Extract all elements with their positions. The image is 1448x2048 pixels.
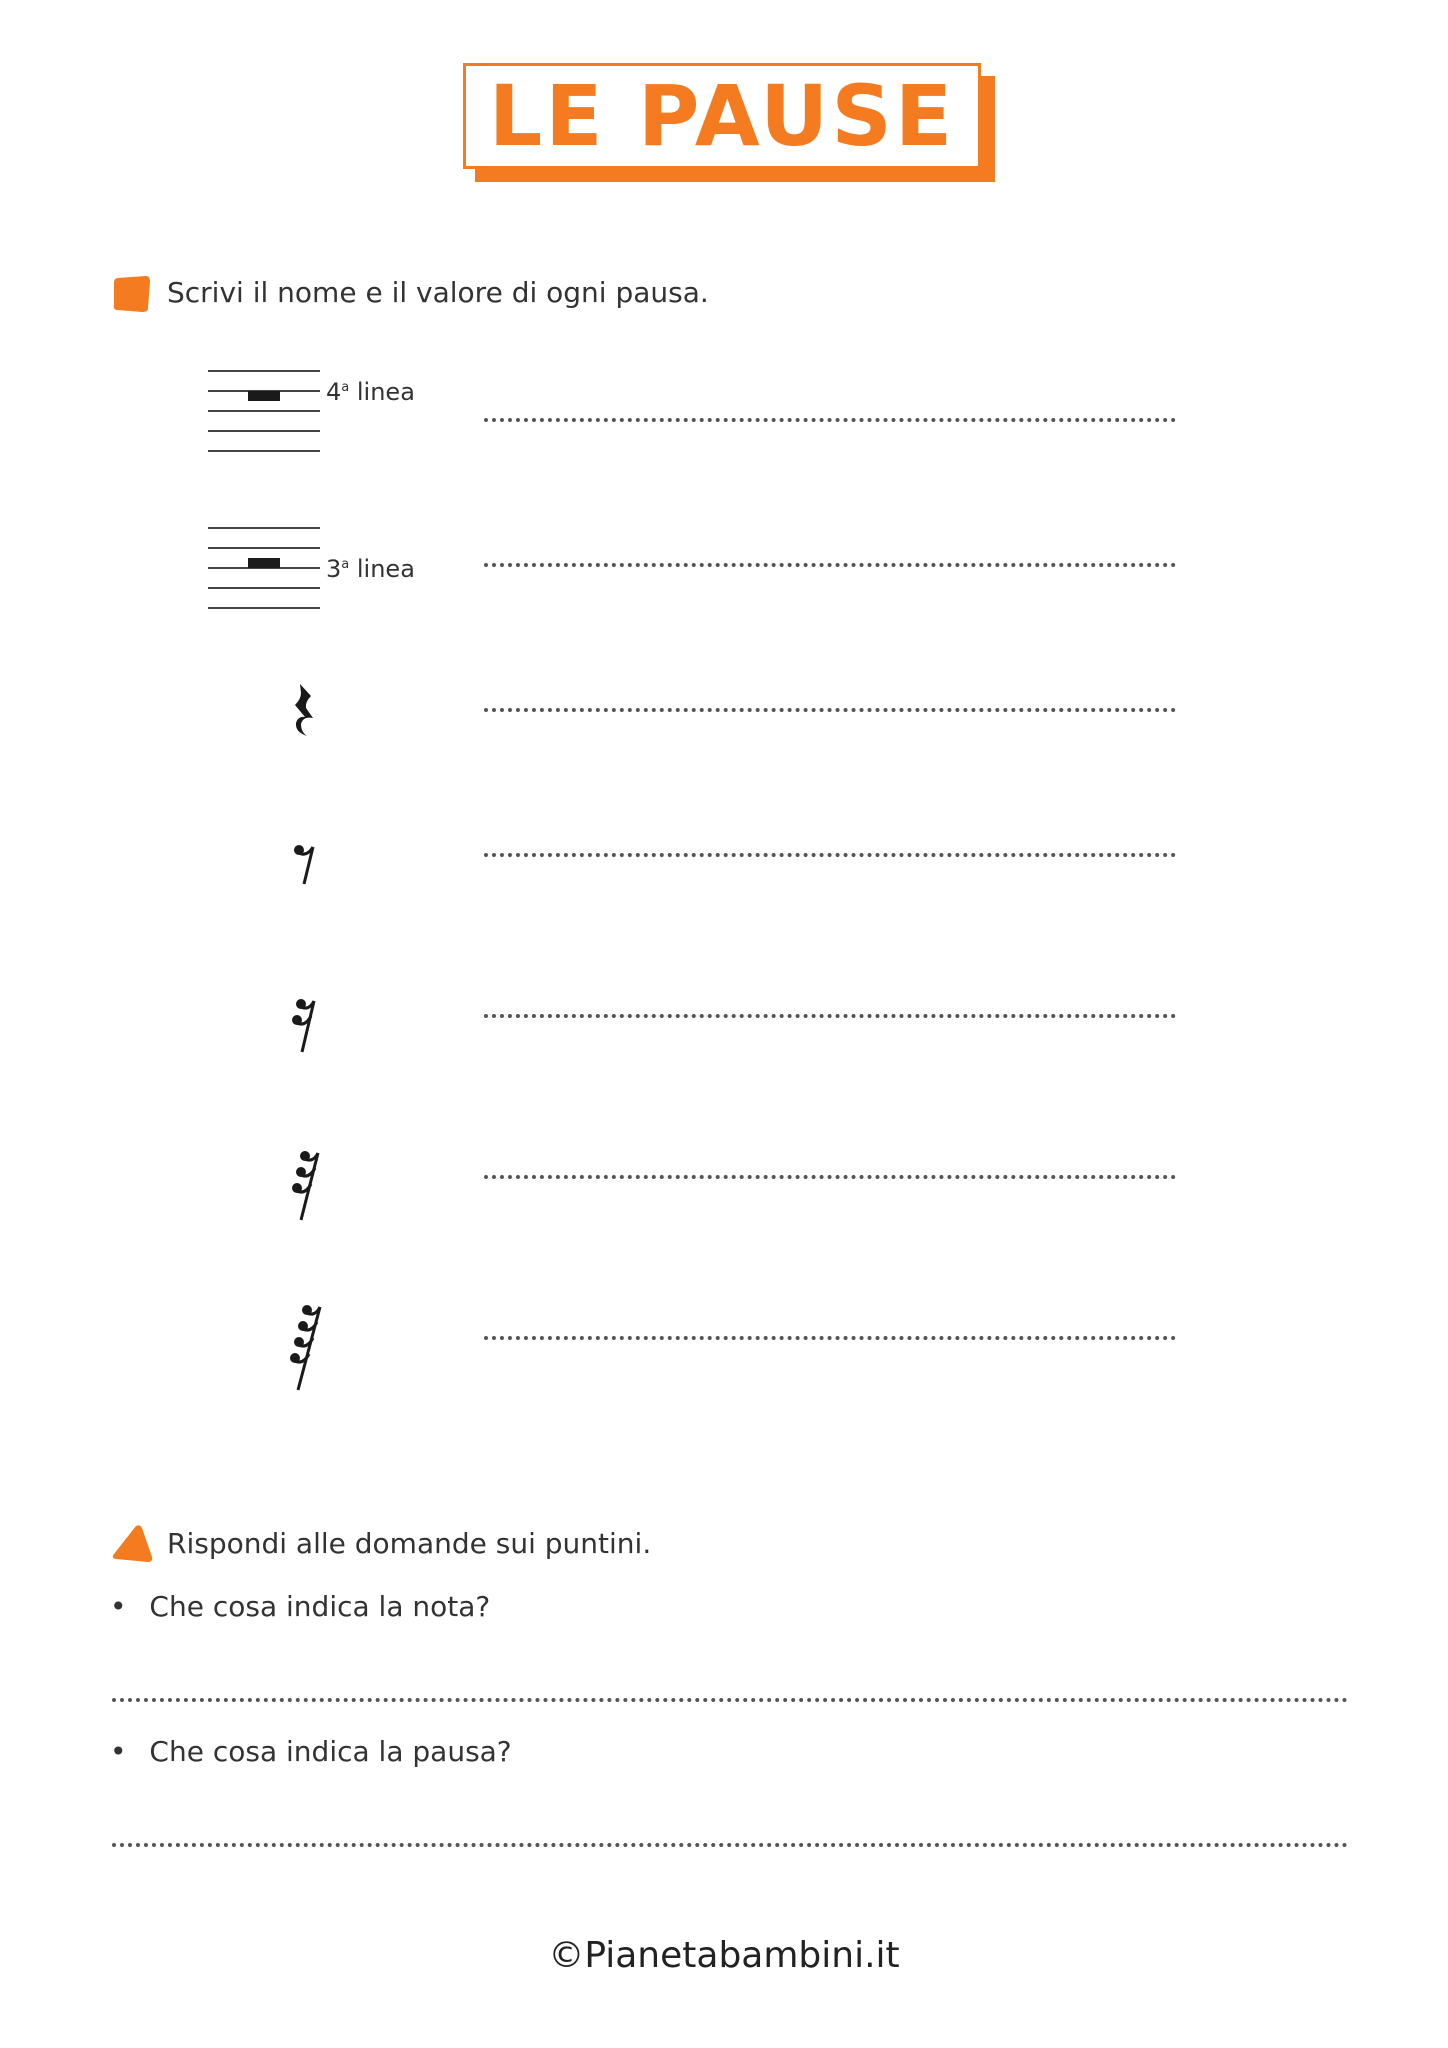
answer-line[interactable] <box>484 563 1176 567</box>
question-item <box>110 1590 490 1623</box>
question-item <box>110 1735 512 1768</box>
sixty-fourth-rest-icon <box>281 1302 329 1394</box>
question-text: Che cosa indica la pausa? <box>149 1735 512 1768</box>
thirty-second-rest-icon <box>283 1148 329 1224</box>
orange-square-icon <box>112 274 152 314</box>
whole-rest-staff <box>208 370 320 455</box>
question-text: Che cosa indica la nota? <box>149 1590 491 1623</box>
staff-line <box>208 607 320 609</box>
staff-line-label: 4$^a$ linea <box>326 378 415 406</box>
section1-instruction: Scrivi il nome e il valore di ogni pausa. <box>167 276 709 309</box>
answer-line[interactable] <box>112 1843 1348 1847</box>
staff-line <box>208 410 320 412</box>
answer-line[interactable] <box>484 1336 1176 1340</box>
answer-line[interactable] <box>484 853 1176 857</box>
staff-line <box>208 587 320 589</box>
half-rest-staff <box>208 527 320 612</box>
answer-line[interactable] <box>484 1014 1176 1018</box>
staff-line-label: 3$^a$ linea <box>326 555 415 583</box>
staff-line <box>208 370 320 372</box>
whole-rest-icon <box>248 391 280 401</box>
title-box <box>463 63 981 169</box>
answer-line[interactable] <box>484 708 1176 712</box>
page-title: LE PAUSE <box>488 67 956 165</box>
staff-line <box>208 430 320 432</box>
bullet: • <box>110 1590 127 1623</box>
staff-line <box>208 450 320 452</box>
bullet: • <box>110 1735 127 1768</box>
staff-line <box>208 527 320 529</box>
answer-line[interactable] <box>484 1175 1176 1179</box>
footer-copyright: ©Pianetabambini.it <box>548 1935 900 1976</box>
eighth-rest-icon <box>285 840 325 890</box>
sixteenth-rest-icon <box>283 996 327 1056</box>
half-rest-icon <box>248 558 280 568</box>
orange-triangle-icon <box>110 1523 154 1565</box>
section2-instruction: Rispondi alle domande sui puntini. <box>167 1527 652 1560</box>
quarter-rest-icon <box>285 680 325 740</box>
answer-line[interactable] <box>112 1698 1348 1702</box>
answer-line[interactable] <box>484 418 1176 422</box>
staff-line <box>208 547 320 549</box>
